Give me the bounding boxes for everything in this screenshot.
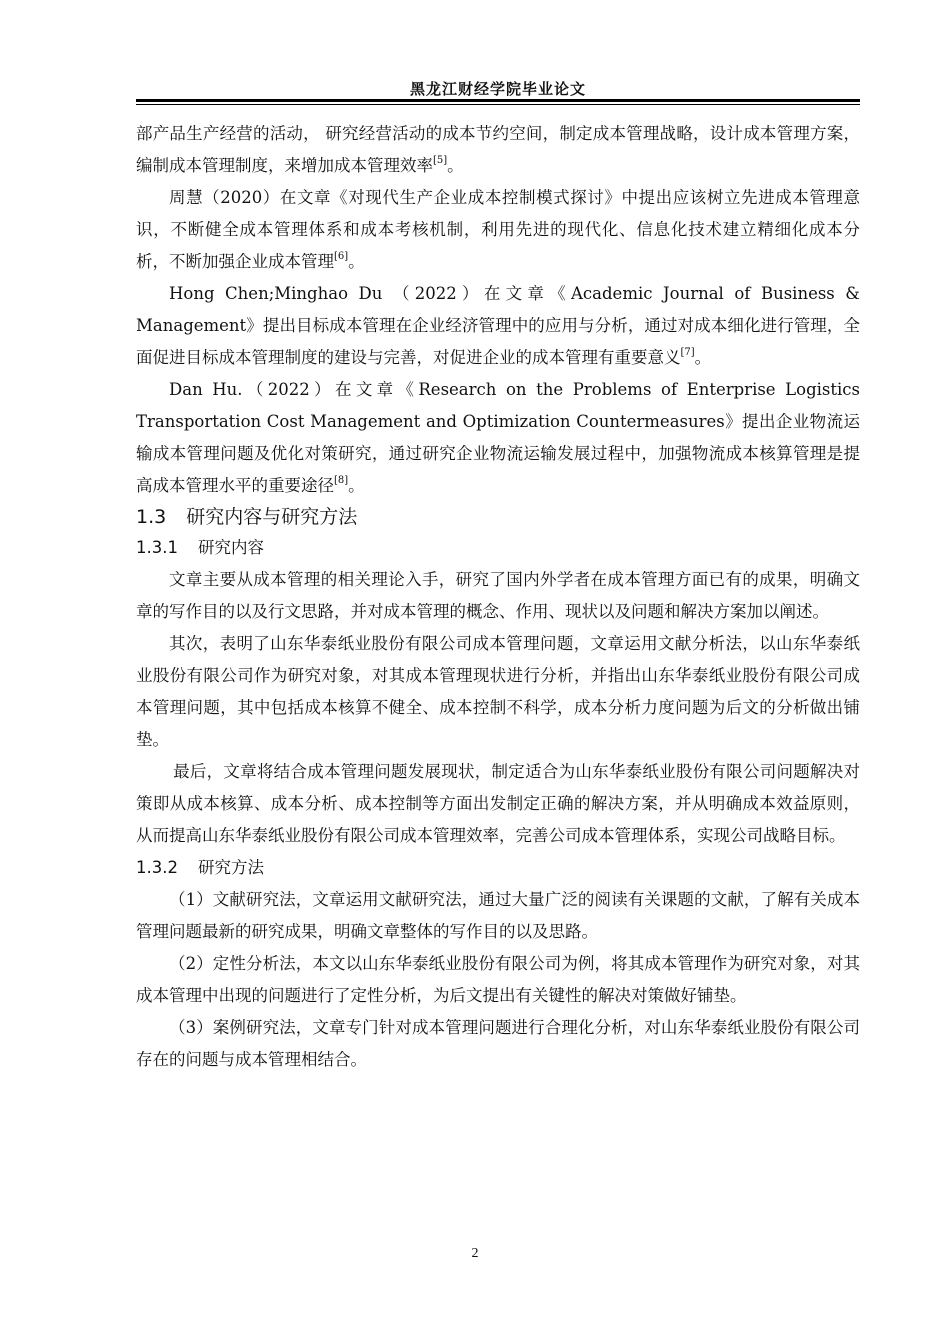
paragraph-content-2: 其次，表明了山东华泰纸业股份有限公司成本管理问题，文章运用文献分析法，以山东华泰纸业股份有限公司作为研究对象，对其成本管理现状进行分析，并指出山东华泰纸业股份有限公司成本管理问题，其中包括成本核算不健全、成本控制不科学，成本分析力度问题为后文的分析做出铺垫。 <box>136 634 860 749</box>
paragraph-content-1: 文章主要从成本管理的相关理论入手，研究了国内外学者在成本管理方面已有的成果，明确文章的写作目的以及行文思路，并对成本管理的概念、作用、现状以及问题和解决方案加以阐述。 <box>136 570 860 621</box>
paragraph-method-2: （2）定性分析法，本文以山东华泰纸业股份有限公司为例，将其成本管理作为研究对象，对其成本管理中出现的问题进行了定性分析，为后文提出有关键性的解决对策做好铺垫。 <box>136 954 860 1005</box>
running-header: 黑龙江财经学院毕业论文 <box>409 80 586 98</box>
paragraph-method-1: （1）文献研究法，文章运用文献研究法，通过大量广泛的阅读有关课题的文献，了解有关成本管理问题最新的研究成果，明确文章整体的写作目的以及思路。 <box>136 890 860 941</box>
paragraph-continued: 部产品生产经营的活动， 研究经营活动的成本节约空间，制定成本管理战略，设计成本管理方案，编制成本管理制度，来增加成本管理效率[5]。 <box>136 124 860 175</box>
paragraph-danhu: Dan Hu.（2022）在文章《Research on the Problems of Enterprise Logistics Transportation Cost Management and Optimization Countermeasures》提出企业物流运输成本管理问题及优化对策研究，通过研究企业物流运输发展过程中，加强物流成本核算管理是提高成本管理水平的重要途径[8]。 <box>136 380 860 495</box>
header-rule-thin <box>136 104 860 105</box>
subsection-heading-1-3-2: 1.3.2 研究方法 <box>136 858 264 877</box>
citation-ref: [6] <box>334 250 349 262</box>
paragraph-hongchen: Hong Chen;Minghao Du （2022）在文章《Academic Journal of Business & Management》提出目标成本管理在企业经济管理中的应用与分析，通过对成本细化进行管理，全面促进目标成本管理制度的建设与完善，对促进企业的成本管理有重要意义[7]。 <box>136 284 860 367</box>
subsection-heading-1-3-1: 1.3.1 研究内容 <box>136 538 264 557</box>
section-heading-1-3: 1.3 研究内容与研究方法 <box>136 506 358 528</box>
body-content <box>136 118 860 1076</box>
paragraph-method-3: （3）案例研究法，文章专门针对成本管理问题进行合理化分析，对山东华泰纸业股份有限公司存在的问题与成本管理相结合。 <box>136 1018 860 1069</box>
paragraph-zhouhui: 周慧（2020）在文章《对现代生产企业成本控制模式探讨》中提出应该树立先进成本管理意识，不断健全成本管理体系和成本考核机制，利用先进的现代化、信息化技术建立精细化成本分析，不断加强企业成本管理[6]。 <box>136 188 860 271</box>
citation-ref: [8] <box>334 474 349 486</box>
page-number: 2 <box>471 1246 479 1261</box>
citation-ref: [5] <box>433 154 448 166</box>
paragraph-content-3: 最后，文章将结合成本管理问题发展现状，制定适合为山东华泰纸业股份有限公司问题解决对策即从成本核算、成本分析、成本控制等方面出发制定正确的解决方案，并从明确成本效益原则，从而提高山东华泰纸业股份有限公司成本管理效率，完善公司成本管理体系，实现公司战略目标。 <box>136 762 860 845</box>
header-rule-thick <box>136 99 860 102</box>
citation-ref: [7] <box>680 346 695 358</box>
